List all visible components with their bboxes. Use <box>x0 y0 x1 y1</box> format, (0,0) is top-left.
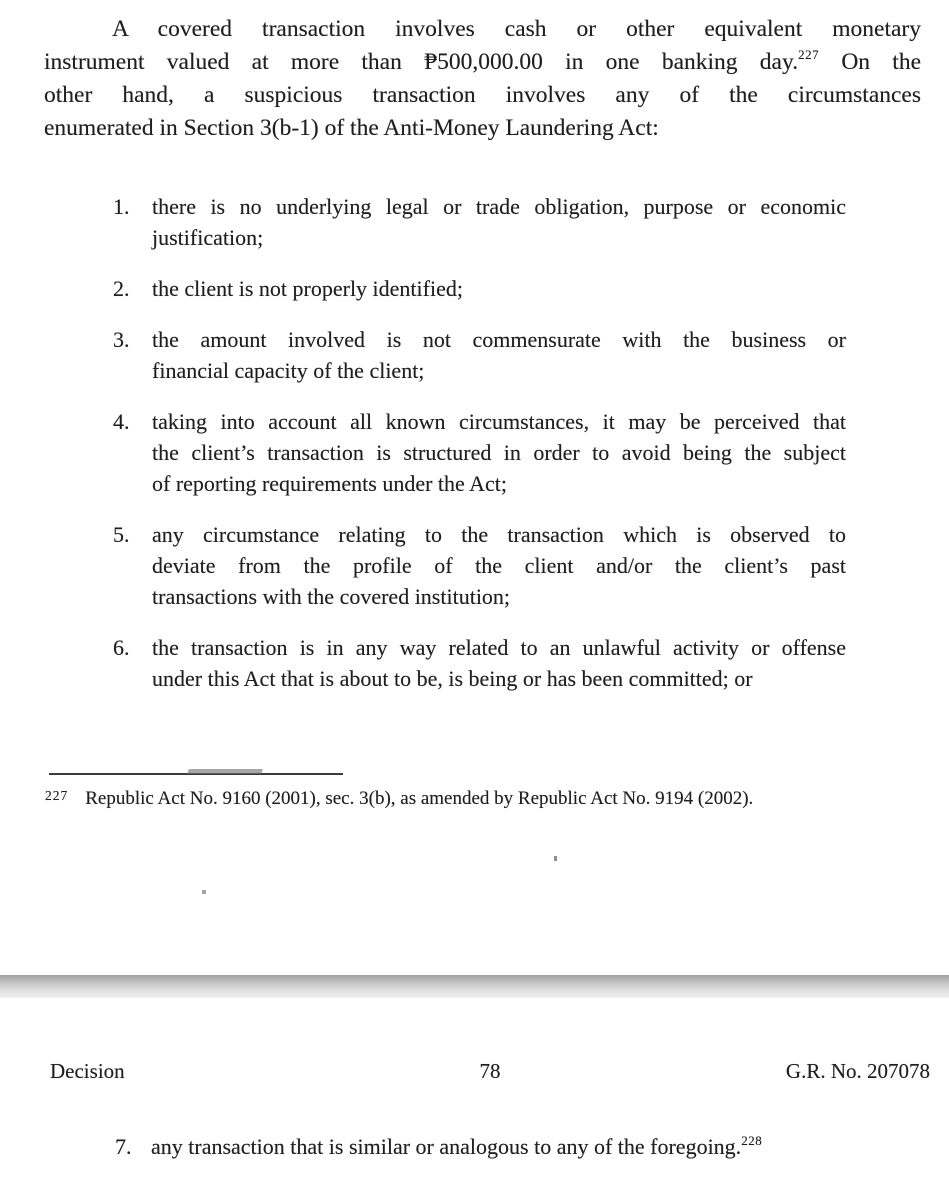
page-break-separator <box>0 975 949 998</box>
list-item-6 <box>113 632 846 694</box>
list-item-number: 6. <box>113 635 130 660</box>
text-line: the client’s transaction is structured in order to avoid being the subject <box>152 440 846 465</box>
document-type-label: Decision <box>50 1059 125 1083</box>
footnote-227 <box>45 786 915 813</box>
list-item-text <box>152 632 846 694</box>
text-line: justification; <box>152 225 264 250</box>
text-line: other hand, a suspicious transaction involves any of the circumstances <box>44 82 921 108</box>
list-item-text <box>152 519 846 612</box>
footnote-marker: 227 <box>45 788 69 803</box>
text-line: financial capacity of the client; <box>152 358 425 383</box>
list-item-7 <box>115 1131 860 1162</box>
footnote-ref-227: 227 <box>798 47 820 63</box>
case-number: G.R. No. 207078 <box>785 1059 930 1083</box>
list-item-number: 1. <box>113 194 130 219</box>
list-item-number: 2. <box>113 276 130 301</box>
page-number: 78 <box>479 1059 501 1083</box>
text-line: taking into account all known circumstances, it may be perceived that <box>152 409 846 434</box>
suspicious-transaction-list <box>113 191 846 714</box>
footnote-ref-228: 228 <box>741 1132 763 1148</box>
scan-artifact-speck <box>554 856 557 861</box>
text-segment: any transaction that is similar or analogous to any of the foregoing. <box>151 1134 742 1159</box>
list-item-5 <box>113 519 846 612</box>
footnote-text: Republic Act No. 9160 (2001), sec. 3(b), as amended by Republic Act No. 9194 (2002). <box>85 788 754 809</box>
text-line: of reporting requirements under the Act; <box>152 471 507 496</box>
list-item-1 <box>113 191 846 253</box>
list-item-text <box>151 1131 762 1162</box>
text-line: transactions with the covered institution; <box>152 584 511 609</box>
list-item-4 <box>113 406 846 499</box>
list-item-3 <box>113 324 846 386</box>
list-item-text <box>152 324 846 386</box>
intro-paragraph <box>44 13 921 145</box>
text-line: A covered transaction involves cash or other equivalent monetary <box>112 16 921 42</box>
list-item-text <box>152 406 846 499</box>
list-item-2 <box>113 273 846 304</box>
text-line: there is no underlying legal or trade obligation, purpose or economic <box>152 194 846 219</box>
scan-artifact-speck <box>202 890 206 894</box>
text-line: any circumstance relating to the transaction which is observed to <box>152 522 846 547</box>
scan-smudge-artifact <box>187 769 263 774</box>
text-line: the transaction is in any way related to an unlawful activity or offense <box>152 635 846 660</box>
text-line: under this Act that is about to be, is being or has been committed; or <box>152 666 753 691</box>
list-item-number: 4. <box>113 409 130 434</box>
list-item-text <box>152 273 846 304</box>
list-item-text <box>152 191 846 253</box>
list-item-number: 7. <box>115 1134 132 1159</box>
text-segment: instrument valued at more than ₱500,000.00 in one banking day. <box>44 49 799 75</box>
text-line <box>44 46 921 79</box>
list-item-number: 5. <box>113 522 130 547</box>
text-segment: On the <box>819 49 921 75</box>
text-line: deviate from the profile of the client and/or the client’s past <box>152 553 846 578</box>
text-line: enumerated in Section 3(b-1) of the Anti-Money Laundering Act: <box>44 115 659 141</box>
list-item-number: 3. <box>113 327 130 352</box>
text-line: the client is not properly identified; <box>152 276 463 301</box>
text-line: the amount involved is not commensurate with the business or <box>152 327 846 352</box>
